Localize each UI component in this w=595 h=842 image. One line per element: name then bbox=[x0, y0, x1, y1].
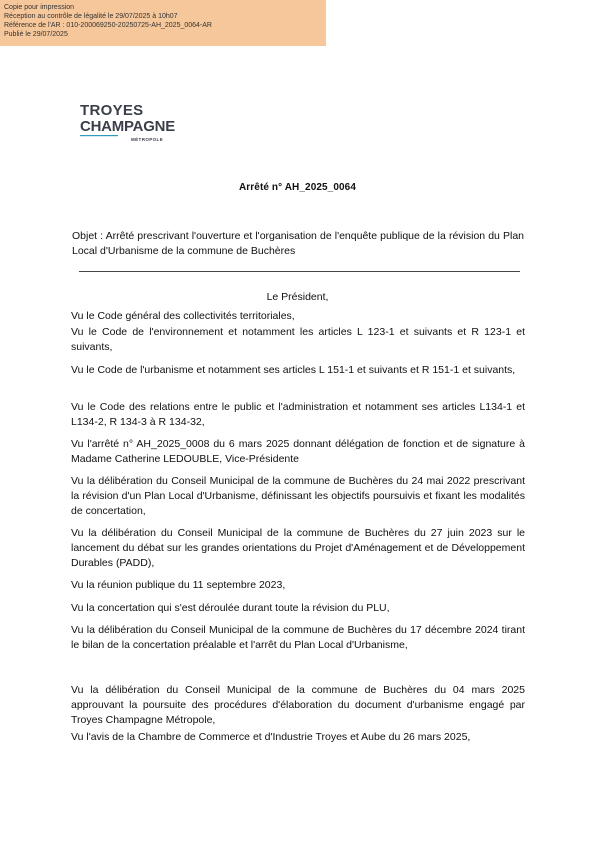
logo-line2: CHAMPAGNE bbox=[80, 118, 176, 135]
separator-line bbox=[79, 271, 520, 272]
vu-paragraph: Vu le Code de l'environnement et notamment les articles L 123-1 et suivants et R 123-1 et suivants, bbox=[71, 326, 525, 353]
vu-paragraph: Vu la délibération du Conseil Municipal de la commune de Buchères du 27 juin 2023 sur le lancement du débat sur les grandes orientations du Projet d'Aménagement et de Développement Durables (PADD), bbox=[71, 527, 525, 569]
stamp-line: Publié le 29/07/2025 bbox=[4, 31, 68, 38]
vu-paragraph: Vu l'avis de la Chambre de Commerce et d'Industrie Troyes et Aube du 26 mars 2025, bbox=[71, 731, 471, 743]
troyes-champagne-metropole-logo bbox=[80, 100, 180, 146]
vu-paragraph: Vu la réunion publique du 11 septembre 2023, bbox=[71, 579, 286, 591]
vu-paragraph: Vu le Code de l'urbanisme et notamment ses articles L 151-1 et suivants et R 151-1 et suivants, bbox=[71, 364, 516, 376]
stamp-line: Réception au contrôle de légalité le 29/07/2025 à 10h07 bbox=[4, 13, 178, 20]
vu-paragraph: Vu le Code général des collectivités territoriales, bbox=[71, 310, 295, 322]
vu-paragraph: Vu la délibération du Conseil Municipal de la commune de Buchères du 24 mai 2022 prescrivant la révision d'un Plan Local d'Urbanisme, définissant les objectifs poursuivis et fixant les modalités de concertation, bbox=[71, 475, 525, 517]
vu-paragraph: Vu la délibération du Conseil Municipal de la commune de Buchères du 04 mars 2025 approuvant la poursuite des procédures d'élaboration du document d'urbanisme engagé par Troyes Champagne Métropole, bbox=[71, 684, 525, 726]
vu-paragraph: Vu la concertation qui s'est déroulée durant toute la révision du PLU, bbox=[71, 602, 390, 614]
logo-line1: TROYES bbox=[80, 102, 144, 119]
decree-object: Objet : Arrêté prescrivant l'ouverture et l'organisation de l'enquête publique de la révision du Plan Local d'Urbanisme de la commune de Buchères bbox=[72, 230, 524, 257]
president-heading: Le Président, bbox=[266, 291, 329, 303]
vu-paragraph: Vu l'arrêté n° AH_2025_0008 du 6 mars 2025 donnant délégation de fonction et de signature à Madame Catherine LEDOUBLE, Vice-Présidente bbox=[71, 438, 525, 465]
stamp-line: Copie pour impression bbox=[4, 4, 75, 11]
vu-paragraph: Vu la délibération du Conseil Municipal de la commune de Buchères du 17 décembre 2024 tirant le bilan de la concertation préalable et l'arrêt du Plan Local d'Urbanisme, bbox=[71, 624, 525, 651]
logo-line3: MÉTROPOLE bbox=[131, 137, 164, 142]
stamp-line: Référence de l'AR : 010-200069250-20250725-AH_2025_0064-AR bbox=[4, 22, 212, 29]
legality-stamp bbox=[0, 0, 326, 46]
decree-title: Arrêté n° AH_2025_0064 bbox=[238, 182, 356, 193]
vu-paragraph: Vu le Code des relations entre le public et l'administration et notamment ses articles L134-1 et L134-2, R 134-3 à R 134-32, bbox=[71, 401, 525, 428]
